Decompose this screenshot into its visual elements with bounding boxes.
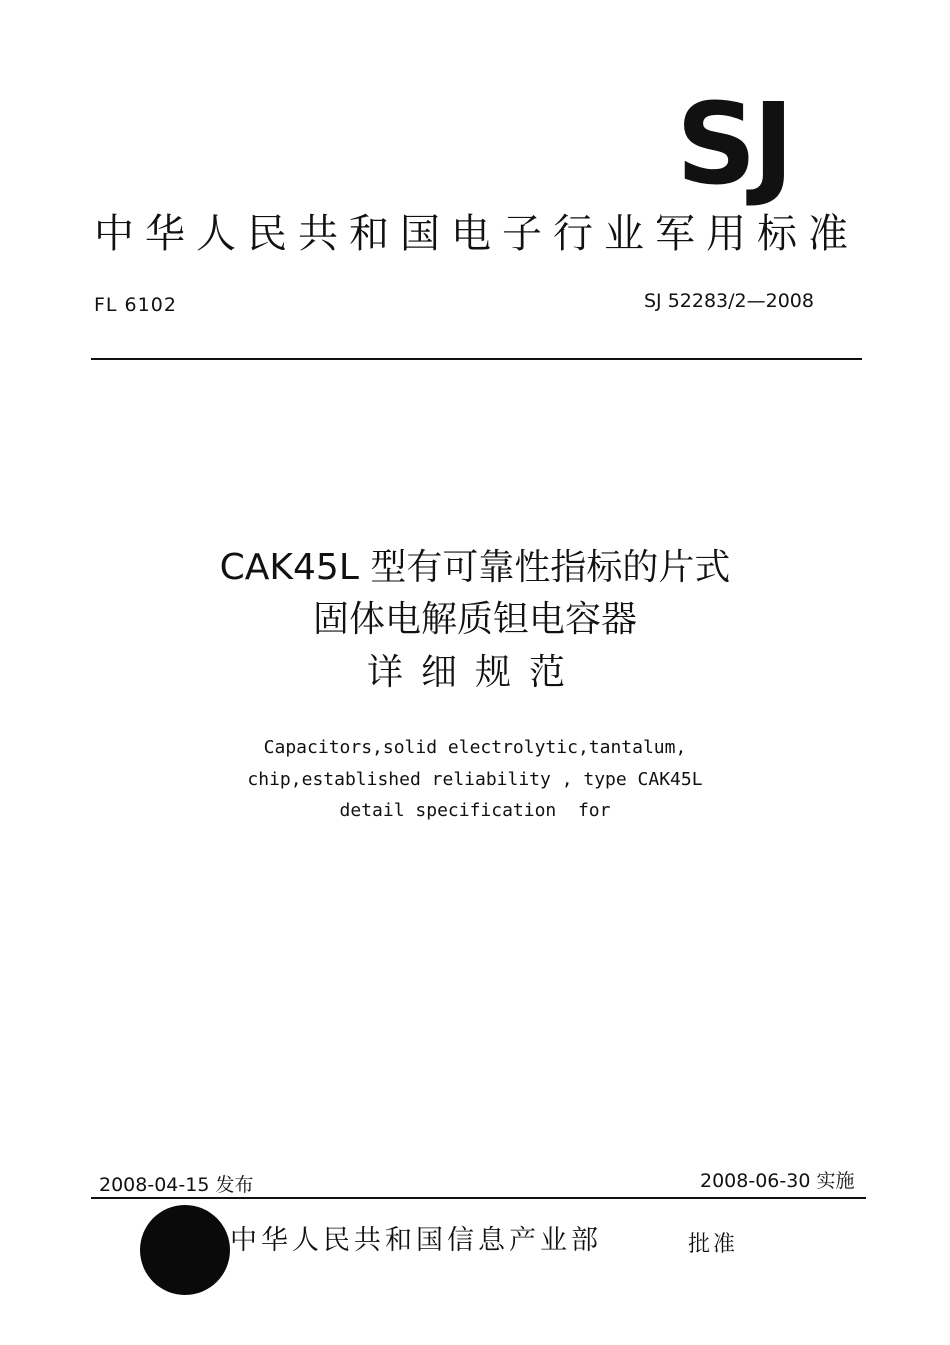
english-title-line-3: detail specification for bbox=[339, 800, 611, 821]
standard-series-title: 中华人民共和国电子行业军用标准 bbox=[94, 211, 859, 257]
sj-logo: SJ bbox=[676, 80, 791, 210]
footer-rule bbox=[91, 1197, 866, 1199]
header-rule bbox=[91, 358, 862, 360]
effective-date: 2008-06-30 实施 bbox=[700, 1170, 855, 1192]
chinese-title-line-2: 固体电解质钽电容器 bbox=[312, 599, 637, 640]
classification-code: FL 6102 bbox=[94, 294, 177, 316]
issuing-ministry: 中华人民共和国信息产业部 bbox=[230, 1225, 602, 1256]
english-title-line-2: chip,established reliability , type CAK45L bbox=[247, 769, 703, 790]
issue-date: 2008-04-15 发布 bbox=[99, 1174, 254, 1196]
ministry-seal bbox=[140, 1205, 230, 1295]
chinese-title-line-3: 详细规范 bbox=[366, 652, 583, 693]
approval-label: 批准 bbox=[688, 1232, 739, 1257]
standard-number: SJ 52283/2—2008 bbox=[644, 290, 814, 312]
english-title-line-1: Capacitors,solid electrolytic,tantalum, bbox=[263, 737, 687, 758]
chinese-title-line-1: CAK45L 型有可靠性指标的片式 bbox=[219, 547, 731, 588]
